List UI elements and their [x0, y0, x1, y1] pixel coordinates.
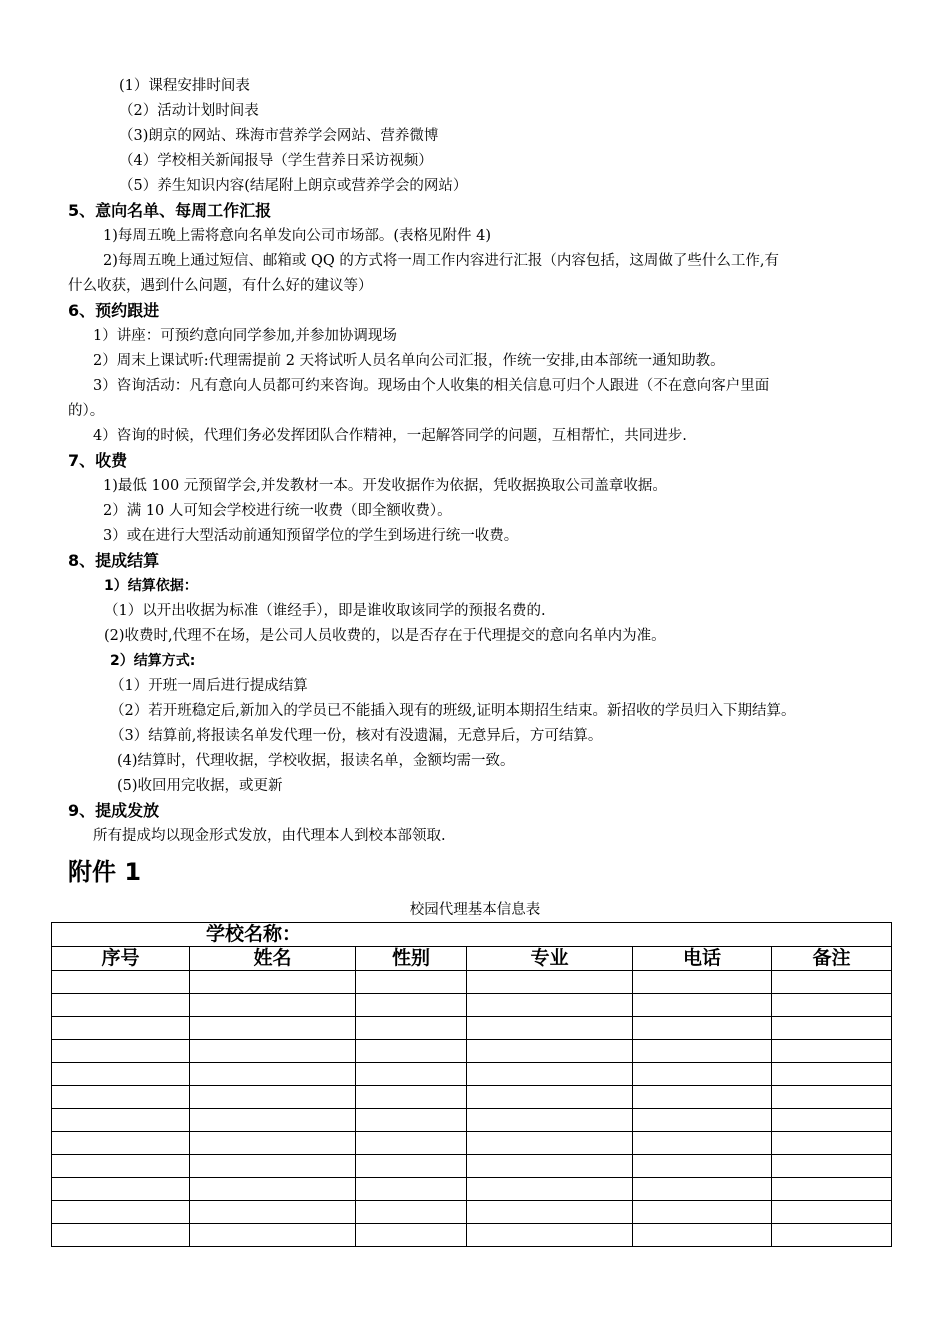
cell-name — [190, 1224, 356, 1247]
s8-method-1: （1）开班一周后进行提成结算 — [110, 678, 308, 694]
annex-title: 附件 1 — [68, 858, 142, 886]
s6-para-2: 2）周末上课试听:代理需提前 2 天将试听人员名单向公司汇报，作统一安排,由本部统一通知助教。 — [93, 353, 725, 369]
cell-major — [467, 971, 633, 994]
cell-phone — [633, 1224, 772, 1247]
s8-basis-1: （1）以开出收据为标准（谁经手），即是谁收取该同学的预报名费的. — [104, 603, 546, 619]
cell-name — [190, 971, 356, 994]
cell-gender — [356, 1201, 467, 1224]
cell-gender — [356, 1086, 467, 1109]
cell-remarks — [772, 1178, 892, 1201]
agent-info-table — [51, 922, 892, 1247]
cell-name — [190, 1017, 356, 1040]
s8-method-5: (5)收回用完收据，或更新 — [117, 778, 283, 794]
s8-method-4: (4)结算时，代理收据，学校收据，报读名单，金额均需一致。 — [117, 753, 515, 769]
cell-name — [190, 994, 356, 1017]
col-header-index: 序号 — [52, 947, 190, 971]
cell-index — [52, 1086, 190, 1109]
cell-gender — [356, 1132, 467, 1155]
cell-remarks — [772, 1040, 892, 1063]
cell-phone — [633, 1109, 772, 1132]
cell-phone — [633, 1040, 772, 1063]
table-row — [52, 1178, 892, 1201]
table-row — [52, 1224, 892, 1247]
school-name-row — [52, 923, 892, 947]
table-body — [52, 971, 892, 1247]
cell-gender — [356, 971, 467, 994]
s7-para-2: 2）满 10 人可知会学校进行统一收费（即全额收费）。 — [103, 503, 452, 519]
col-header-phone: 电话 — [633, 947, 772, 971]
cell-major — [467, 1086, 633, 1109]
table-row — [52, 1132, 892, 1155]
cell-major — [467, 1040, 633, 1063]
cell-major — [467, 994, 633, 1017]
cell-gender — [356, 1155, 467, 1178]
cell-major — [467, 1224, 633, 1247]
cell-index — [52, 1063, 190, 1086]
cell-index — [52, 1224, 190, 1247]
table-row — [52, 1086, 892, 1109]
list-item-schedule: (1）课程安排时间表 — [119, 78, 250, 94]
cell-phone — [633, 1201, 772, 1224]
table-row — [52, 1201, 892, 1224]
cell-index — [52, 1155, 190, 1178]
school-name-label: 学校名称： — [52, 923, 892, 947]
col-header-major: 专业 — [467, 947, 633, 971]
section-5-title: 5、意向名单、每周工作汇报 — [68, 201, 272, 220]
table-row — [52, 971, 892, 994]
cell-name — [190, 1109, 356, 1132]
s5-para-2: 2)每周五晚上通过短信、邮箱或 QQ 的方式将一周工作内容进行汇报（内容包括，这周做了些什么工作,有 — [103, 253, 779, 269]
s8-method-3: （3）结算前,将报读名单发代理一份，核对有没遗漏，无意异后，方可结算。 — [110, 728, 603, 744]
table-row — [52, 1063, 892, 1086]
cell-phone — [633, 1063, 772, 1086]
cell-remarks — [772, 1224, 892, 1247]
cell-remarks — [772, 1155, 892, 1178]
cell-remarks — [772, 1132, 892, 1155]
table-row — [52, 1040, 892, 1063]
list-item-activity-plan: （2）活动计划时间表 — [119, 103, 259, 119]
col-header-remarks: 备注 — [772, 947, 892, 971]
cell-gender — [356, 1178, 467, 1201]
table-header-row — [52, 947, 892, 971]
cell-remarks — [772, 1063, 892, 1086]
cell-index — [52, 1178, 190, 1201]
cell-phone — [633, 1132, 772, 1155]
cell-index — [52, 1201, 190, 1224]
cell-phone — [633, 971, 772, 994]
section-8-title: 8、提成结算 — [68, 551, 160, 570]
cell-major — [467, 1201, 633, 1224]
cell-index — [52, 1132, 190, 1155]
cell-index — [52, 971, 190, 994]
cell-name — [190, 1201, 356, 1224]
list-item-news: （4）学校相关新闻报导（学生营养日采访视频） — [119, 153, 433, 169]
s8-basis-2: (2)收费时,代理不在场，是公司人员收费的，以是否存在于代理提交的意向名单内为准。 — [104, 628, 666, 644]
cell-name — [190, 1132, 356, 1155]
s5-para-1: 1)每周五晚上需将意向名单发向公司市场部。(表格见附件 4) — [103, 228, 492, 244]
cell-remarks — [772, 994, 892, 1017]
s8-method-2: （2）若开班稳定后,新加入的学员已不能插入现有的班级,证明本期招生结束。新招收的学员归入下期结算。 — [110, 703, 796, 719]
cell-gender — [356, 1063, 467, 1086]
cell-remarks — [772, 1017, 892, 1040]
section-7-title: 7、收费 — [68, 451, 128, 470]
s6-para-4: 4）咨询的时候，代理们务必发挥团队合作精神，一起解答同学的问题，互相帮忙，共同进步. — [93, 428, 687, 444]
cell-gender — [356, 994, 467, 1017]
cell-index — [52, 1017, 190, 1040]
table-row — [52, 1155, 892, 1178]
section-9-title: 9、提成发放 — [68, 801, 160, 820]
table-row — [52, 1109, 892, 1132]
cell-remarks — [772, 1109, 892, 1132]
s7-para-1: 1)最低 100 元预留学会,并发教材一本。开发收据作为依据，凭收据换取公司盖章收据。 — [103, 478, 667, 494]
table-row — [52, 1017, 892, 1040]
cell-major — [467, 1063, 633, 1086]
cell-remarks — [772, 971, 892, 994]
cell-name — [190, 1086, 356, 1109]
cell-phone — [633, 1155, 772, 1178]
cell-index — [52, 1109, 190, 1132]
cell-major — [467, 1109, 633, 1132]
cell-index — [52, 994, 190, 1017]
cell-index — [52, 1040, 190, 1063]
s7-para-3: 3）或在进行大型活动前通知预留学位的学生到场进行统一收费。 — [103, 528, 519, 544]
list-item-health-knowledge: （5）养生知识内容(结尾附上朗京或营养学会的网站） — [119, 178, 468, 194]
s5-para-2-cont: 什么收获，遇到什么问题，有什么好的建议等） — [68, 278, 373, 294]
cell-remarks — [772, 1201, 892, 1224]
cell-major — [467, 1017, 633, 1040]
table-row — [52, 994, 892, 1017]
list-item-websites: （3)朗京的网站、珠海市营养学会网站、营养微博 — [119, 128, 439, 144]
cell-name — [190, 1155, 356, 1178]
col-header-name: 姓名 — [190, 947, 356, 971]
s8-subheading-method: 2）结算方式: — [110, 653, 196, 669]
cell-name — [190, 1063, 356, 1086]
section-6-title: 6、预约跟进 — [68, 301, 160, 320]
cell-gender — [356, 1040, 467, 1063]
s9-para-1: 所有提成均以现金形式发放，由代理本人到校本部领取. — [93, 828, 446, 844]
cell-gender — [356, 1017, 467, 1040]
cell-name — [190, 1040, 356, 1063]
col-header-gender: 性别 — [356, 947, 467, 971]
s6-para-3: 3）咨询活动：凡有意向人员都可约来咨询。现场由个人收集的相关信息可归个人跟进（不在意向客户里面 — [93, 378, 770, 394]
cell-major — [467, 1132, 633, 1155]
cell-name — [190, 1178, 356, 1201]
cell-major — [467, 1178, 633, 1201]
s6-para-1: 1）讲座：可预约意向同学参加,并参加协调现场 — [93, 328, 397, 344]
cell-gender — [356, 1224, 467, 1247]
cell-remarks — [772, 1086, 892, 1109]
table-caption: 校园代理基本信息表 — [409, 902, 541, 918]
cell-phone — [633, 1086, 772, 1109]
cell-major — [467, 1155, 633, 1178]
cell-phone — [633, 1017, 772, 1040]
cell-phone — [633, 994, 772, 1017]
cell-gender — [356, 1109, 467, 1132]
s6-para-3-cont: 的）。 — [68, 403, 105, 419]
s8-subheading-basis: 1）结算依据： — [104, 578, 198, 594]
cell-phone — [633, 1178, 772, 1201]
